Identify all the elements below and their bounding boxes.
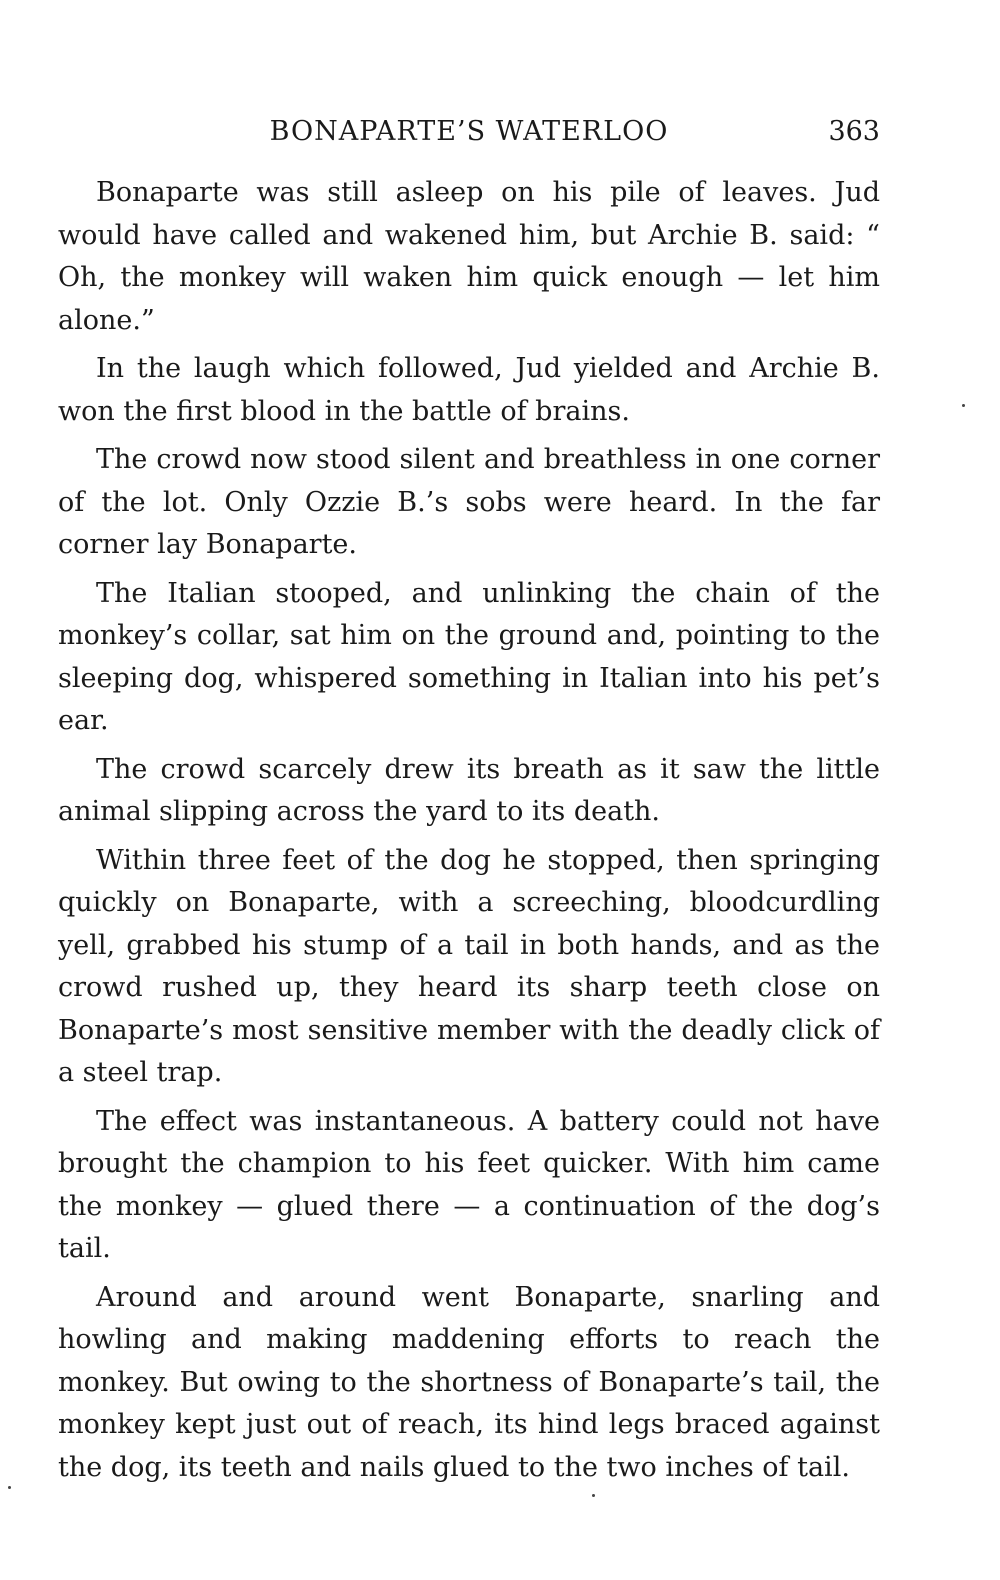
scan-speck	[962, 404, 965, 407]
running-head	[58, 112, 880, 152]
paragraph-7: The effect was instantaneous. A battery could not have brought the champion to his feet quicker. With him came the monkey — glued there — a continuation of the dog’s tail.	[58, 1105, 880, 1264]
paragraph-2: In the laugh which followed, Jud yielded and Archie B. won the first blood in the battle of brains.	[58, 353, 880, 427]
body-text	[58, 172, 880, 1495]
scan-speck	[8, 1486, 11, 1489]
paragraph-5: The crowd scarcely drew its breath as it saw the little animal slipping across the yard to its death.	[58, 753, 880, 827]
paragraph-4: The Italian stooped, and unlinking the chain of the monkey’s collar, sat him on the ground and, pointing to the sleeping dog, whispered something in Italian into his pet’s ear.	[58, 577, 880, 736]
paragraph-8: Around and around went Bonaparte, snarling and howling and making maddening efforts to reach the monkey. But owing to the shortness of Bonaparte’s tail, the monkey kept just out of reach, its hind legs braced against the dog, its teeth and nails glued to the two inches of tail.	[58, 1281, 880, 1483]
paragraph-1: Bonaparte was still asleep on his pile of leaves. Jud would have called and wakened him, but Archie B. said: “ Oh, the monkey will waken him quick enough — let him alone.”	[58, 177, 880, 336]
page-number: 363	[828, 116, 880, 147]
paragraph-3: The crowd now stood silent and breathless in one corner of the lot. Only Ozzie B.’s sobs were heard. In the far corner lay Bonaparte.	[58, 444, 880, 560]
scan-speck	[592, 1494, 595, 1497]
chapter-title: BONAPARTE’S WATERLOO	[269, 116, 669, 147]
paragraph-6: Within three feet of the dog he stopped, then springing quickly on Bonaparte, with a screeching, bloodcurdling yell, grabbed his stump of a tail in both hands, and as the crowd rushed up, they heard its sharp teeth close on Bonaparte’s most sensitive member with the deadly click of a steel trap.	[58, 844, 880, 1088]
